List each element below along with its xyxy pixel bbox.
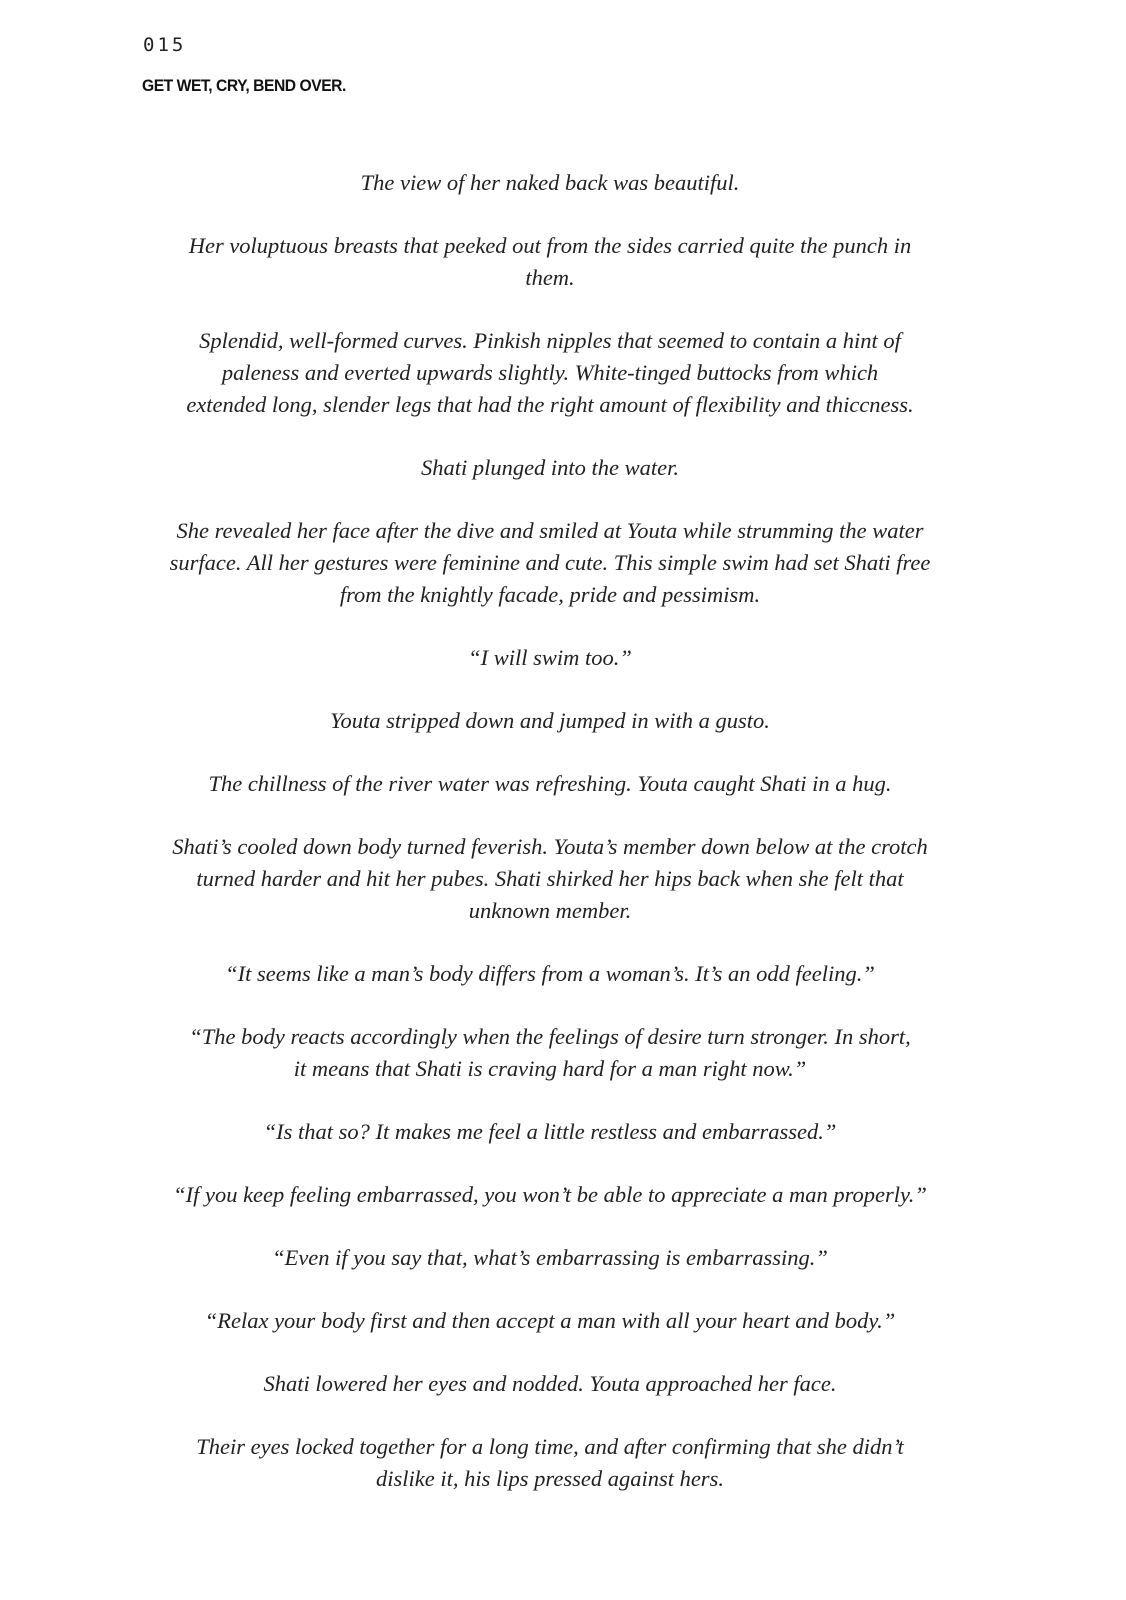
text-line: “I will swim too.” xyxy=(468,645,632,670)
text-line: Shati’s cooled down body turned feverish. Youta’s member down below at the crotch xyxy=(172,834,928,859)
text-line: surface. All her gestures were feminine and cute. This simple swim had set Shati free xyxy=(169,550,931,575)
text-line: it means that Shati is craving hard for a man right now.” xyxy=(293,1056,807,1081)
text-line: The chillness of the river water was refreshing. Youta caught Shati in a hug. xyxy=(208,771,892,796)
text-line: “If you keep feeling embarrassed, you won’t be able to appreciate a man properly.” xyxy=(173,1182,927,1207)
text-line: from the knightly facade, pride and pessimism. xyxy=(339,582,761,607)
paragraph xyxy=(0,642,1100,674)
text-line: paleness and everted upwards slightly. White-tinged buttocks from which xyxy=(221,360,879,385)
document-body xyxy=(0,167,1100,1526)
text-line: extended long, slender legs that had the right amount of flexibility and thiccness. xyxy=(186,392,914,417)
text-line: Their eyes locked together for a long time, and after confirming that she didn’t xyxy=(196,1434,904,1459)
text-line: Shati lowered her eyes and nodded. Youta approached her face. xyxy=(263,1371,837,1396)
text-line: Youta stripped down and jumped in with a gusto. xyxy=(330,708,770,733)
text-line: unknown member. xyxy=(468,898,632,923)
paragraph xyxy=(0,230,1100,294)
text-line: Her voluptuous breasts that peeked out from the sides carried quite the punch in xyxy=(188,233,912,258)
chapter-title: GET WET, CRY, BEND OVER. xyxy=(142,76,346,95)
text-line: them. xyxy=(525,265,575,290)
paragraph xyxy=(0,1368,1100,1400)
paragraph xyxy=(0,167,1100,199)
paragraph xyxy=(0,768,1100,800)
text-line: She revealed her face after the dive and smiled at Youta while strumming the water xyxy=(176,518,924,543)
paragraph xyxy=(0,831,1100,927)
paragraph xyxy=(0,325,1100,421)
text-line: turned harder and hit her pubes. Shati shirked her hips back when she felt that xyxy=(196,866,904,891)
text-line: The view of her naked back was beautiful. xyxy=(360,170,740,195)
text-line: “Even if you say that, what’s embarrassing is embarrassing.” xyxy=(272,1245,828,1270)
text-line: “Is that so? It makes me feel a little restless and embarrassed.” xyxy=(263,1119,837,1144)
page-number: 015 xyxy=(143,34,187,56)
paragraph xyxy=(0,1242,1100,1274)
text-line: “It seems like a man’s body differs from a woman’s. It’s an odd feeling.” xyxy=(225,961,875,986)
text-line: dislike it, his lips pressed against hers. xyxy=(376,1466,724,1491)
paragraph xyxy=(0,1305,1100,1337)
paragraph xyxy=(0,958,1100,990)
paragraph xyxy=(0,1431,1100,1495)
paragraph xyxy=(0,1179,1100,1211)
text-line: Shati plunged into the water. xyxy=(420,455,680,480)
text-line: Splendid, well-formed curves. Pinkish nipples that seemed to contain a hint of xyxy=(199,328,901,353)
text-line: “Relax your body first and then accept a man with all your heart and body.” xyxy=(204,1308,896,1333)
text-line: “The body reacts accordingly when the feelings of desire turn stronger. In short, xyxy=(189,1024,911,1049)
paragraph xyxy=(0,705,1100,737)
paragraph xyxy=(0,452,1100,484)
paragraph xyxy=(0,1116,1100,1148)
paragraph xyxy=(0,515,1100,611)
paragraph xyxy=(0,1021,1100,1085)
